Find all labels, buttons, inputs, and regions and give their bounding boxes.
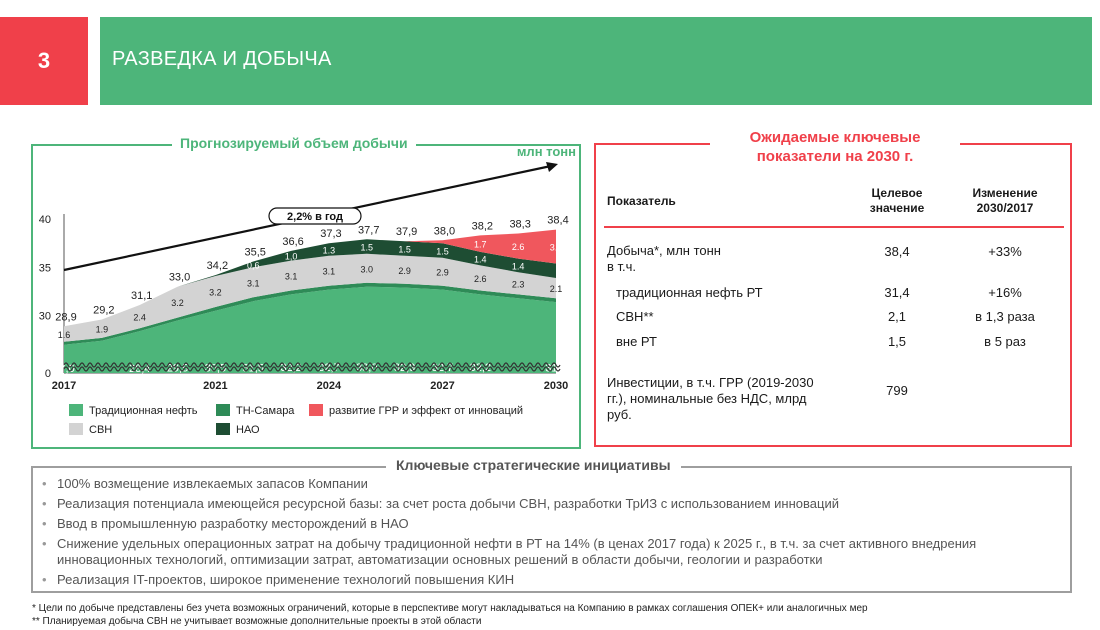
list-item (42, 516, 1067, 532)
legend-swatch (309, 404, 323, 416)
kpi-row-target: 1,5 (887, 334, 907, 349)
data-label: 2.9 (436, 267, 449, 278)
total-label: 38,3 (509, 218, 531, 231)
data-label: 3.1 (246, 278, 260, 289)
data-label: 2.1 (549, 284, 563, 295)
data-label: 3.1 (284, 271, 298, 282)
kpi-row-change: в 5 раз (984, 334, 1026, 349)
kpi-row-label: СВН** (616, 309, 654, 324)
legend-label: ТН-Самара (236, 405, 295, 417)
data-label: 2.4 (133, 312, 146, 323)
data-label: 1,0 (284, 251, 298, 262)
kpi-row-target: 799 (886, 383, 908, 398)
list-item (42, 536, 1067, 568)
data-label: 2.6 (474, 273, 487, 284)
legend-swatch (69, 423, 83, 435)
initiatives-title: Ключевые стратегические инициативы (386, 457, 681, 473)
y-tick-label: 0 (44, 368, 51, 380)
data-label: 27,0 (53, 363, 75, 376)
x-tick-label: 2017 (51, 380, 77, 392)
chart-title: Прогнозируемый объем добычи (172, 135, 416, 151)
data-label: 32,9 (393, 362, 416, 375)
initiative-text: Реализация IT-проектов, широкое применение технологий повышения КИН (57, 572, 515, 587)
section-number: 3 (0, 17, 88, 105)
total-label: 34,2 (206, 260, 229, 273)
footnote: ** Планируемая добыча СВН не учитывает возможные дополнительные проекты в этой области (32, 616, 482, 627)
data-label: 33,0 (356, 362, 378, 375)
y-tick-label: 30 (38, 310, 51, 323)
x-tick-label: 2021 (203, 380, 228, 392)
data-label: 1.4 (474, 254, 487, 265)
total-label: 37,9 (395, 226, 418, 239)
data-label: 3.2 (209, 287, 222, 298)
data-label: 1.5 (398, 244, 411, 255)
data-label: 1.5 (360, 242, 374, 253)
data-label: 3.2 (171, 298, 184, 309)
legend-swatch (216, 423, 230, 435)
total-label: 28,9 (55, 311, 77, 324)
data-label: 2.9 (398, 265, 411, 276)
data-label: 32,7 (318, 362, 340, 375)
data-label: 1.6 (57, 330, 71, 341)
bullet-icon: • (42, 516, 47, 531)
data-label: 3.1 (322, 266, 336, 277)
total-label: 35,5 (244, 246, 266, 259)
data-label: 2.6 (511, 242, 525, 253)
data-label: 1.4 (511, 261, 525, 272)
footnote: * Цели по добыче представлены без учета возможных ограничений, которые в перспективе могут накладываться на Компанию в рамках соглашения ОПЕК+ или аналогичных мер (32, 603, 868, 614)
kpi-title: Ожидаемые ключевые показатели на 2030 г. (710, 128, 960, 166)
data-label: 32,7 (431, 362, 454, 375)
total-label: 29,2 (93, 304, 115, 317)
legend-label: Традиционная нефть (89, 405, 198, 417)
legend-label: НАО (236, 424, 260, 436)
kpi-row-target: 31,4 (884, 285, 910, 300)
data-label: 0,6 (246, 260, 260, 271)
kpi-row-label: вне РТ (616, 334, 657, 349)
y-tick-label: 35 (38, 262, 51, 275)
data-label: 29,5 (166, 362, 189, 375)
growth-rate-label: 2,2% в год (287, 211, 343, 223)
bullet-icon: • (42, 496, 47, 511)
kpi-row-label: традиционная нефть РТ (616, 285, 763, 300)
list-item (42, 476, 1067, 492)
data-label: 28,4 (128, 362, 151, 375)
initiative-text: 100% возмещение извлекаемых запасов Компании (57, 476, 368, 491)
kpi-row-target: 2,1 (887, 309, 907, 324)
kpi-row-target: 38,4 (884, 244, 910, 259)
total-label: 37,7 (358, 224, 380, 237)
data-label: 1.3 (322, 245, 336, 256)
data-label: 1.9 (95, 324, 109, 335)
kpi-header-indicator: Показатель (607, 194, 676, 208)
initiative-text: Реализация потенциала имеющейся ресурсной базы: за счет роста добычи СВН, разработки ТрИЗ с использованием инноваций (57, 496, 839, 511)
x-tick-label: 2024 (316, 380, 342, 392)
x-tick-label: 2027 (430, 380, 455, 392)
page-title: РАЗВЕДКА И ДОБЫЧА (112, 48, 332, 70)
data-label: 32,2 (469, 362, 492, 375)
initiative-text: Снижение удельных операционных затрат на добычу традиционной нефти в РТ на 14% (в ценах 2017 года) к 2025 г., в т.ч. за счет активного внедрения инновационных технологий, оптимизации затрат, автоматизации основных решений в области добычи, геологии и разработки (57, 536, 977, 567)
bullet-icon: • (42, 536, 47, 551)
data-label: 3.0 (360, 264, 374, 275)
kpi-row-change: +33% (988, 244, 1022, 259)
bullet-icon: • (42, 572, 47, 587)
x-tick-label: 2030 (543, 380, 569, 392)
total-label: 38,2 (471, 220, 494, 233)
kpi-row-change: в 1,3 раза (975, 309, 1035, 324)
arrow-head-icon (546, 162, 558, 172)
data-label: 1.7 (474, 239, 487, 250)
data-label: 31,4 (545, 362, 567, 375)
kpi-row-label: Инвестиции, в т.ч. ГРР (2019-2030 гг.), номинальные без НДС, млрд руб. (607, 375, 814, 422)
legend-swatch (216, 404, 230, 416)
total-label: 38,4 (547, 214, 569, 227)
y-tick-label: 40 (38, 214, 51, 226)
kpi-header-change: Изменение 2030/2017 (972, 186, 1038, 215)
initiative-text: Ввод в промышленную разработку месторождений в НАО (57, 516, 409, 531)
total-label: 37,3 (320, 228, 342, 241)
total-label: 33,0 (168, 271, 191, 284)
data-label: 3.5 (549, 242, 563, 253)
list-item (42, 572, 1067, 588)
legend-label: СВН (89, 424, 113, 436)
data-label: 32,2 (280, 362, 302, 375)
kpi-row-label: Добыча*, млн тонн в т.ч. (607, 243, 721, 274)
initiatives-list (42, 476, 1067, 592)
list-item (42, 496, 1067, 512)
kpi-header-target: Целевое значение (869, 186, 925, 215)
total-label: 31,1 (130, 290, 153, 303)
production-chart (31, 144, 581, 449)
legend-label: развитие ГРР и эффект от инноваций (329, 405, 524, 417)
kpi-divider (604, 226, 1064, 228)
total-label: 38,0 (433, 225, 456, 238)
data-label: 1.5 (436, 246, 449, 257)
kpi-row-change: +16% (988, 285, 1022, 300)
unit-label: млн тонн (516, 144, 576, 159)
total-label: 36,6 (282, 235, 304, 248)
data-label: 31,5 (242, 362, 264, 375)
data-label: 2.3 (511, 279, 525, 290)
data-label: 30,5 (204, 362, 227, 375)
bullet-icon: • (42, 476, 47, 491)
legend-swatch (69, 404, 83, 416)
